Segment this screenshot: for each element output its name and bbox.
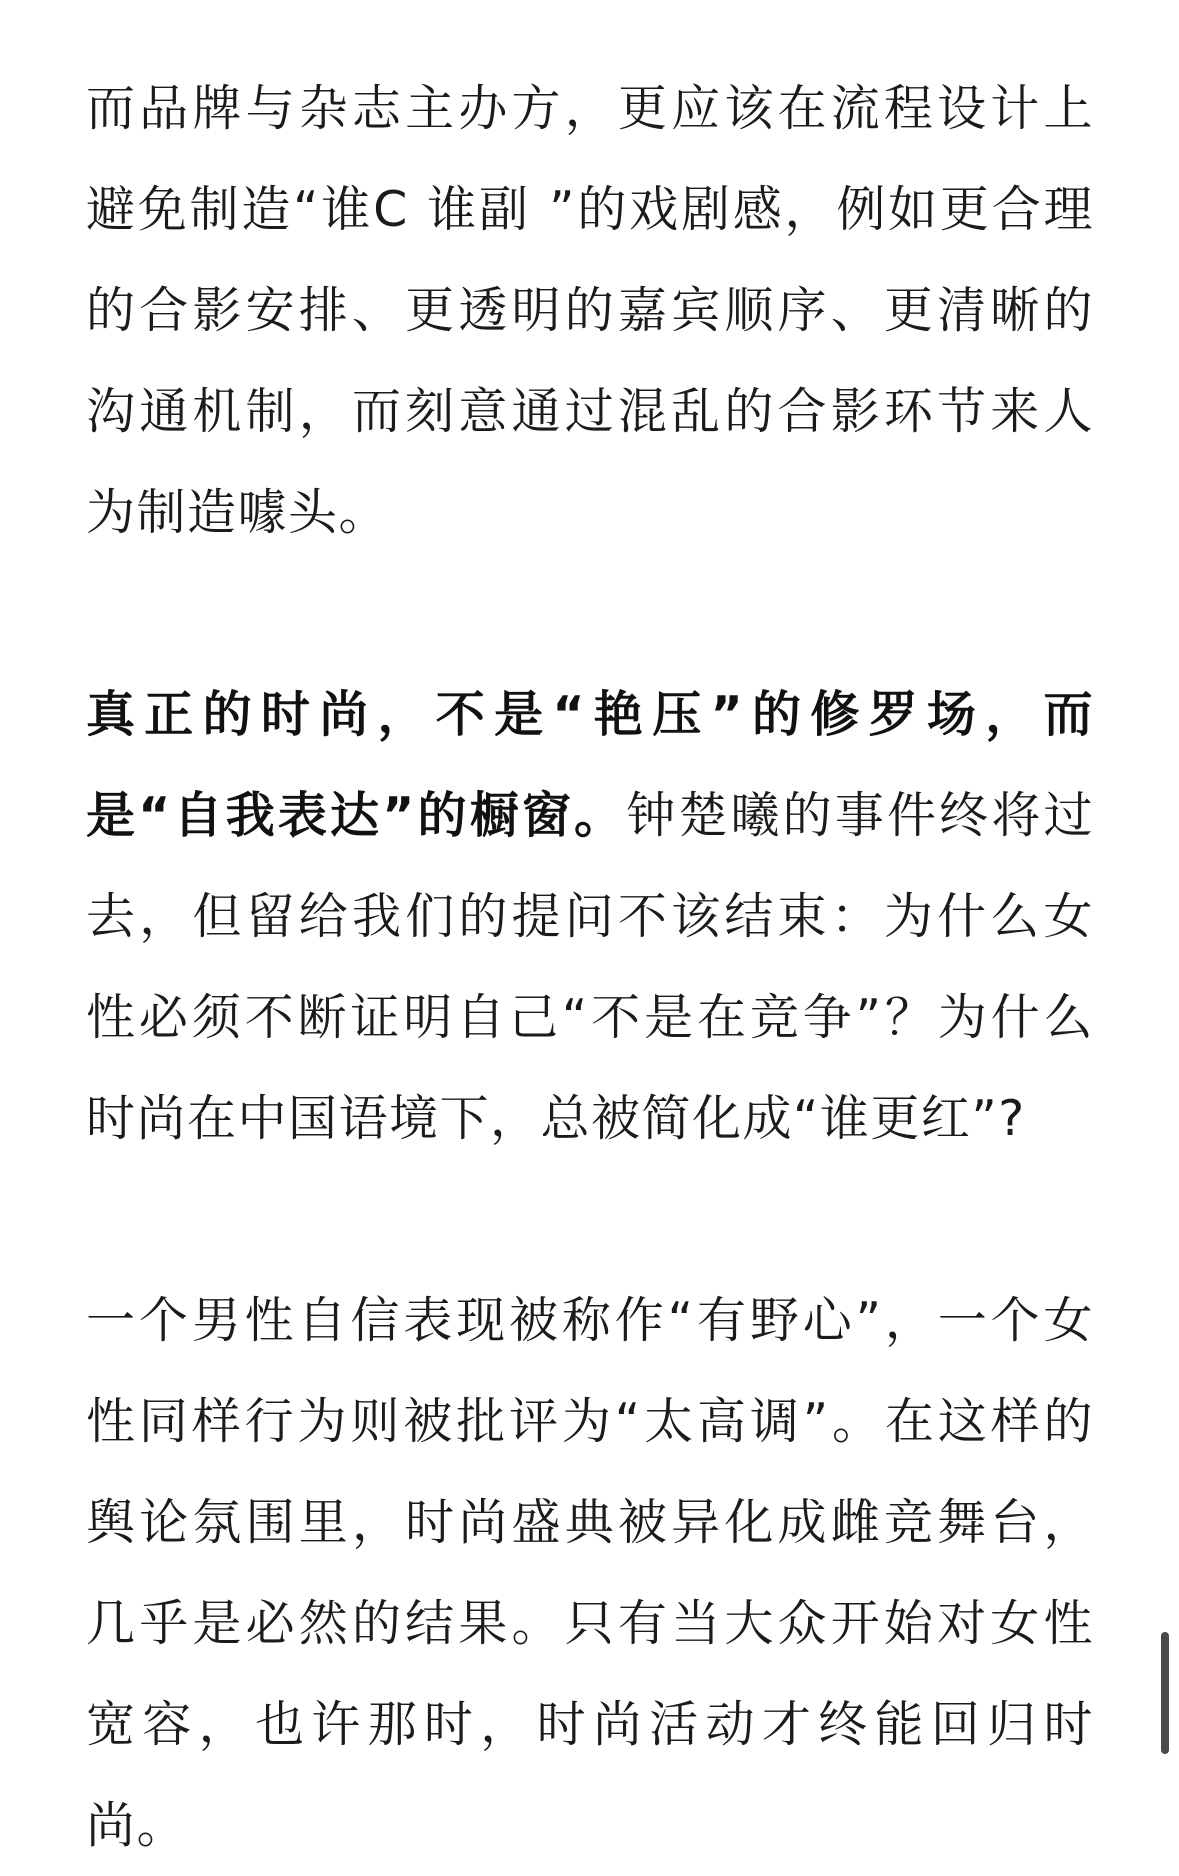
article-body (86, 58, 1094, 1876)
emphasis-text: 真正的时尚，不是“艳压”的修罗场，而是“自我表达”的橱窗。 (86, 686, 1094, 844)
paragraph-true-fashion (86, 664, 1094, 1169)
paragraph-public-opinion: 一个男性自信表现被称作“有野心”，一个女性同样行为则被批评为“太高调”。在这样的舆论氛围里，时尚盛典被异化成雌竞舞台，几乎是必然的结果。只有当大众开始对女性宽容，也许那时，时尚活动才终能回归时尚。 (86, 1292, 1094, 1854)
paragraph-true-fashion-text: 钟楚曦的事件终将过去，但留给我们的提问不该结束：为什么女性必须不断证明自己“不是在竞争”？为什么时尚在中国语境下，总被简化成“谁更红”? (86, 787, 1094, 1147)
paragraph-brand-organizers: 而品牌与杂志主办方，更应该在流程设计上避免制造“谁C 谁副 ”的戏剧感，例如更合理的合影安排、更透明的嘉宾顺序、更清晰的沟通机制，而刻意通过混乱的合影环节来人为制造噱头。 (86, 80, 1094, 541)
vertical-scrollbar[interactable] (1161, 1632, 1169, 1754)
